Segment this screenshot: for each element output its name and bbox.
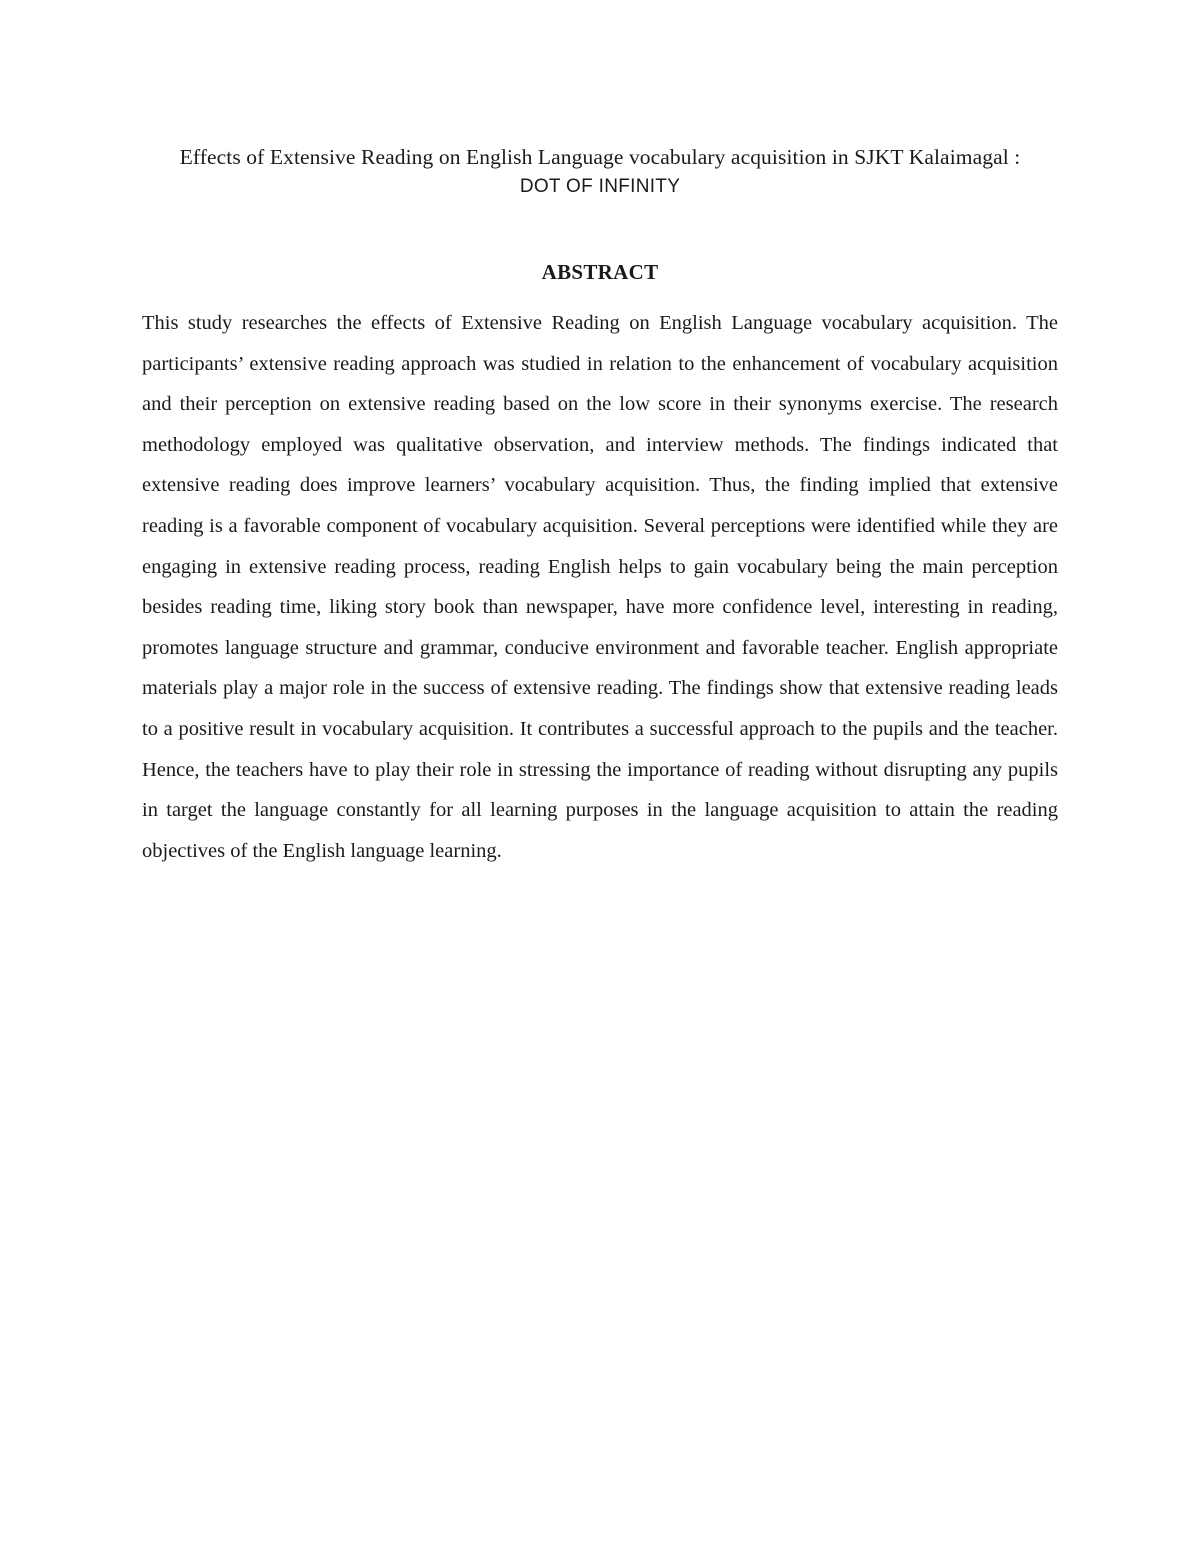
title-line-2: DOT OF INFINITY [519,176,681,197]
title-line-1: Effects of Extensive Reading on English Language vocabulary acquisition in SJKT Kalaimagal : [179,145,1021,169]
abstract-paragraph: This study researches the effects of Extensive Reading on English Language vocabulary acquisition. The participants’ extensive reading approach was studied in relation to the enhancement of vocabulary acquisition and their perception on extensive reading based on the low score in their synonyms exercise. The research methodology employed was qualitative observation, and interview methods. The findings indicated that extensive reading does improve learners’ vocabulary acquisition. Thus, the finding implied that extensive reading is a favorable component of vocabulary acquisition. Several perceptions were identified while they are engaging in extensive reading process, reading English helps to gain vocabulary being the main perception besides reading time, liking story book than newspaper, have more confidence level, interesting in reading, promotes language structure and grammar, conducive environment and favorable teacher. English appropriate materials play a major role in the success of extensive reading. The findings show that extensive reading leads to a positive result in vocabulary acquisition. It contributes a successful approach to the pupils and the teacher. Hence, the teachers have to play their role in stressing the importance of reading without disrupting any pupils in target the language constantly for all learning purposes in the language acquisition to attain the reading objectives of the English language learning. [142,312,1058,862]
abstract-heading: ABSTRACT [541,260,659,284]
document-title [100,142,1100,202]
